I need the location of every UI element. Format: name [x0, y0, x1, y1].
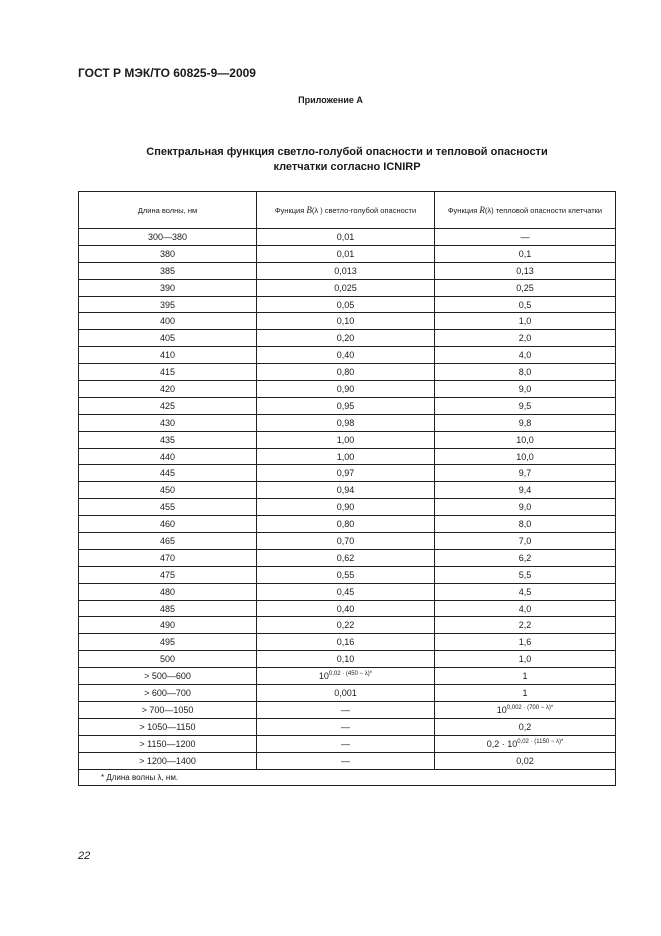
- wavelength-cell: > 1200—1400: [79, 752, 257, 769]
- blue-light-cell: 1,00: [257, 431, 435, 448]
- blue-light-cell: 1,00: [257, 448, 435, 465]
- wavelength-cell: 500: [79, 651, 257, 668]
- thermal-cell: 1,0: [435, 313, 616, 330]
- appendix-label: Приложение А: [298, 95, 363, 105]
- footnote: * Длина волны λ, нм.: [79, 769, 616, 785]
- wavelength-cell: 470: [79, 549, 257, 566]
- blue-light-cell: 0,80: [257, 516, 435, 533]
- blue-light-cell: 0,40: [257, 600, 435, 617]
- thermal-cell: 1: [435, 668, 616, 685]
- table-row: [79, 296, 616, 313]
- wavelength-cell: 460: [79, 516, 257, 533]
- blue-light-cell: 0,001: [257, 685, 435, 702]
- header-r-post: тепловой опасности клетчатки: [493, 205, 603, 215]
- table-row: [79, 414, 616, 431]
- wavelength-cell: 400: [79, 313, 257, 330]
- wavelength-cell: > 1050—1150: [79, 718, 257, 735]
- wavelength-cell: 455: [79, 499, 257, 516]
- blue-light-cell: 0,05: [257, 296, 435, 313]
- table-row: [79, 651, 616, 668]
- header-b-post: светло-голубой опасности: [322, 205, 417, 215]
- thermal-cell: 0,5: [435, 296, 616, 313]
- blue-light-cell: 0,013: [257, 262, 435, 279]
- blue-light-cell: —: [257, 752, 435, 769]
- thermal-cell: 0,2: [435, 718, 616, 735]
- blue-light-cell: [257, 668, 435, 685]
- table-row: [79, 347, 616, 364]
- wavelength-cell: 380: [79, 245, 257, 262]
- thermal-cell: 10,0: [435, 431, 616, 448]
- thermal-cell: 2,2: [435, 617, 616, 634]
- blue-light-cell: 0,90: [257, 499, 435, 516]
- thermal-cell: 5,5: [435, 566, 616, 583]
- spectral-function-table: [78, 191, 616, 786]
- table-row: [79, 600, 616, 617]
- blue-light-cell: 0,97: [257, 465, 435, 482]
- blue-light-cell: 0,20: [257, 330, 435, 347]
- table-row: [79, 735, 616, 752]
- table-row: [79, 583, 616, 600]
- wavelength-cell: 445: [79, 465, 257, 482]
- table-header-row: [79, 192, 616, 229]
- table-row: [79, 279, 616, 296]
- thermal-cell: 0,13: [435, 262, 616, 279]
- wavelength-cell: 450: [79, 482, 257, 499]
- table-title-line-2: клетчатки согласно ICNIRP: [273, 161, 421, 173]
- blue-light-cell: 0,95: [257, 397, 435, 414]
- thermal-cell: 10,0: [435, 448, 616, 465]
- table-title: [0, 145, 661, 175]
- thermal-cell: 9,5: [435, 397, 616, 414]
- thermal-cell: [435, 735, 616, 752]
- formula-exponent: 0,02 · (450 − λ)*: [328, 671, 373, 678]
- table-row: [79, 516, 616, 533]
- blue-light-cell: 0,10: [257, 651, 435, 668]
- table-row: [79, 634, 616, 651]
- header-blue-light-function: [257, 192, 435, 229]
- wavelength-cell: 390: [79, 279, 257, 296]
- thermal-cell: 6,2: [435, 549, 616, 566]
- blue-light-cell: —: [257, 718, 435, 735]
- table-row: [79, 499, 616, 516]
- wavelength-cell: 415: [79, 364, 257, 381]
- table-row: [79, 448, 616, 465]
- table-row: [79, 465, 616, 482]
- wavelength-cell: 480: [79, 583, 257, 600]
- table-row: [79, 533, 616, 550]
- formula-base: 10: [318, 671, 329, 682]
- wavelength-cell: > 700—1050: [79, 701, 257, 718]
- thermal-cell: 1,0: [435, 651, 616, 668]
- wavelength-cell: 485: [79, 600, 257, 617]
- blue-light-cell: 0,16: [257, 634, 435, 651]
- blue-light-cell: 0,025: [257, 279, 435, 296]
- table-row: [79, 701, 616, 718]
- blue-light-cell: —: [257, 735, 435, 752]
- thermal-cell: 0,25: [435, 279, 616, 296]
- wavelength-cell: 425: [79, 397, 257, 414]
- table-row: [79, 397, 616, 414]
- blue-light-cell: 0,10: [257, 313, 435, 330]
- thermal-cell: 9,0: [435, 381, 616, 398]
- thermal-cell: 4,0: [435, 347, 616, 364]
- wavelength-cell: > 600—700: [79, 685, 257, 702]
- thermal-cell: 9,8: [435, 414, 616, 431]
- table-row: [79, 482, 616, 499]
- header-b-arg: (λ ): [311, 205, 323, 215]
- blue-light-cell: 0,01: [257, 229, 435, 246]
- wavelength-cell: 405: [79, 330, 257, 347]
- wavelength-cell: 465: [79, 533, 257, 550]
- footnote-row: [79, 769, 616, 785]
- table-row: [79, 617, 616, 634]
- wavelength-cell: 410: [79, 347, 257, 364]
- wavelength-cell: 430: [79, 414, 257, 431]
- thermal-cell: 0,1: [435, 245, 616, 262]
- table-row: [79, 262, 616, 279]
- blue-light-cell: 0,40: [257, 347, 435, 364]
- table-row: [79, 313, 616, 330]
- page-number: 22: [78, 850, 91, 862]
- table-row: [79, 364, 616, 381]
- wavelength-cell: 435: [79, 431, 257, 448]
- thermal-cell: [435, 701, 616, 718]
- thermal-cell: 9,4: [435, 482, 616, 499]
- thermal-cell: 8,0: [435, 516, 616, 533]
- blue-light-cell: 0,90: [257, 381, 435, 398]
- thermal-cell: 8,0: [435, 364, 616, 381]
- blue-light-cell: 0,62: [257, 549, 435, 566]
- blue-light-cell: 0,70: [257, 533, 435, 550]
- wavelength-cell: 385: [79, 262, 257, 279]
- blue-light-cell: 0,45: [257, 583, 435, 600]
- document-code: ГОСТ Р МЭК/ТО 60825-9—2009: [78, 66, 256, 80]
- header-r-pre: Функция: [447, 205, 480, 215]
- table-row: [79, 431, 616, 448]
- header-wavelength: Длина волны, нм: [79, 192, 257, 229]
- blue-light-cell: —: [257, 701, 435, 718]
- blue-light-cell: 0,01: [257, 245, 435, 262]
- wavelength-cell: > 500—600: [79, 668, 257, 685]
- table-row: [79, 381, 616, 398]
- thermal-cell: 1: [435, 685, 616, 702]
- thermal-cell: 1,6: [435, 634, 616, 651]
- thermal-cell: 7,0: [435, 533, 616, 550]
- table-row: [79, 245, 616, 262]
- wavelength-cell: 440: [79, 448, 257, 465]
- thermal-cell: 4,5: [435, 583, 616, 600]
- thermal-cell: —: [435, 229, 616, 246]
- header-thermal-function: [435, 192, 616, 229]
- table-row: [79, 752, 616, 769]
- header-r-symbol: R: [479, 204, 485, 215]
- blue-light-cell: 0,80: [257, 364, 435, 381]
- thermal-cell: 0,02: [435, 752, 616, 769]
- wavelength-cell: > 1150—1200: [79, 735, 257, 752]
- wavelength-cell: 395: [79, 296, 257, 313]
- thermal-cell: 9,0: [435, 499, 616, 516]
- wavelength-cell: 300—380: [79, 229, 257, 246]
- wavelength-cell: 475: [79, 566, 257, 583]
- table-row: [79, 668, 616, 685]
- formula-exponent: 0,02 · (1150 − λ)*: [517, 738, 564, 745]
- blue-light-cell: 0,55: [257, 566, 435, 583]
- table-row: [79, 566, 616, 583]
- blue-light-cell: 0,22: [257, 617, 435, 634]
- wavelength-cell: 490: [79, 617, 257, 634]
- formula-base: 0,2 · 10: [486, 738, 518, 749]
- table-row: [79, 685, 616, 702]
- formula-base: 10: [496, 704, 507, 715]
- table-row: [79, 229, 616, 246]
- header-b-symbol: B: [306, 204, 312, 215]
- table-row: [79, 549, 616, 566]
- formula-exponent: 0,002 · (700 − λ)*: [506, 704, 554, 711]
- thermal-cell: 4,0: [435, 600, 616, 617]
- table-row: [79, 330, 616, 347]
- thermal-cell: 2,0: [435, 330, 616, 347]
- blue-light-cell: 0,98: [257, 414, 435, 431]
- thermal-cell: 9,7: [435, 465, 616, 482]
- table-title-line-1: Спектральная функция светло-голубой опасности и тепловой опасности: [146, 146, 548, 158]
- wavelength-cell: 495: [79, 634, 257, 651]
- blue-light-cell: 0,94: [257, 482, 435, 499]
- table-row: [79, 718, 616, 735]
- header-r-arg: (λ): [484, 205, 494, 215]
- table-body: [79, 229, 616, 786]
- wavelength-cell: 420: [79, 381, 257, 398]
- header-b-pre: Функция: [274, 205, 307, 215]
